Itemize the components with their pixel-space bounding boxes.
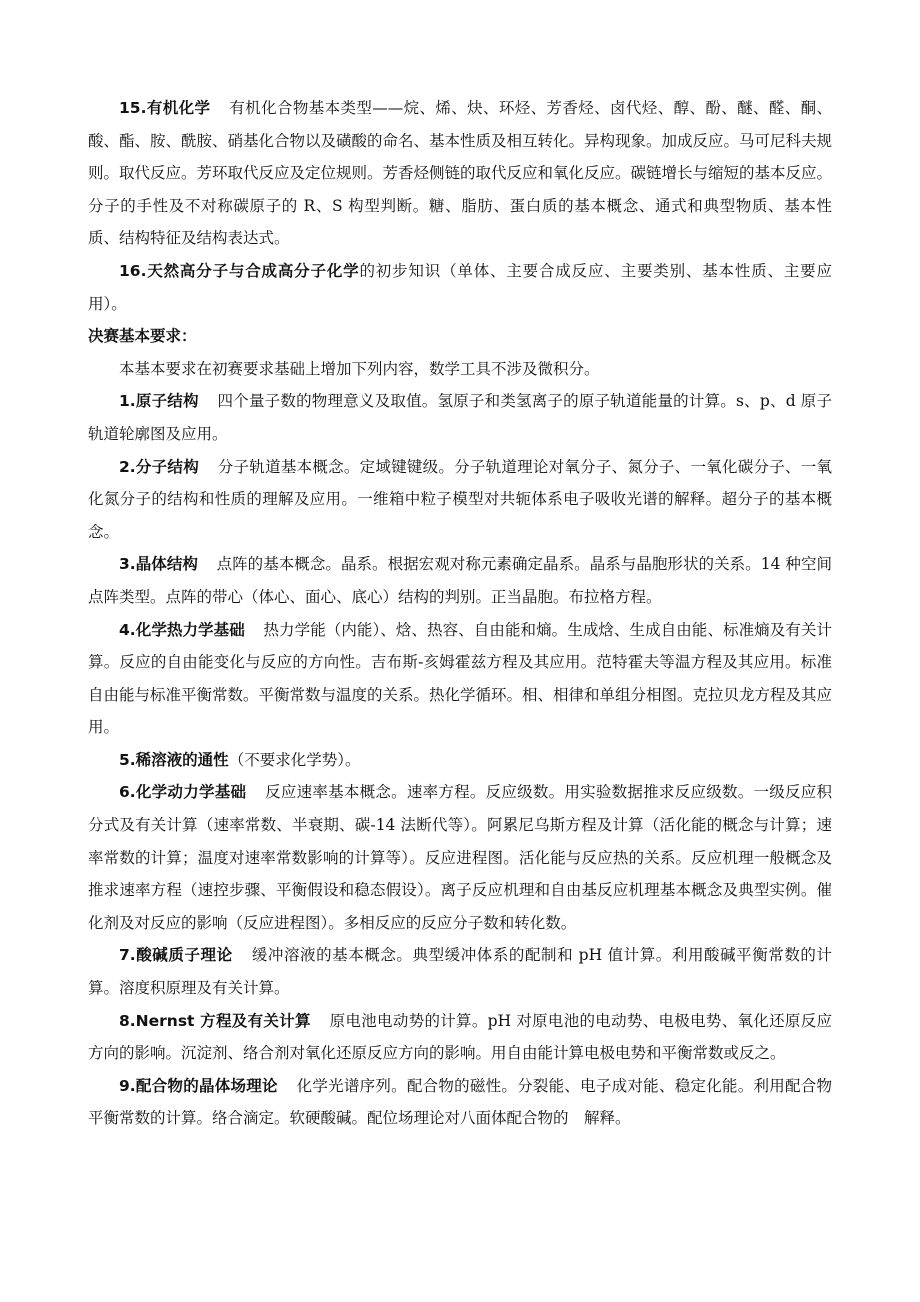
section-body: 点阵的基本概念。晶系。根据宏观对称元素确定晶系。晶系与晶胞形状的关系。14 种空间点阵类型。点阵的带心（体心、面心、底心）结构的判别。正当晶胞。布拉格方程。 [88, 555, 832, 606]
section-heading: 6.化学动力学基础 [119, 783, 247, 802]
section-crystal-structure [88, 548, 832, 613]
final-requirements-title: 决赛基本要求： [88, 327, 197, 346]
section-polymer-chemistry [88, 255, 832, 320]
section-organic-chemistry [88, 92, 832, 255]
section-body: 原电池电动势的计算。pH 对原电池的电动势、电极电势、氧化还原反应方向的影响。沉淀剂、络合剂对氧化还原反应方向的影响。用自由能计算电极电势和平衡常数或反之。 [88, 1011, 832, 1063]
section-body: 的初步知识（单体、主要合成反应、主要类别、基本性质、主要应用）。 [88, 261, 832, 313]
section-body: 化学光谱序列。配合物的磁性。分裂能、电子成对能、稳定化能。利用配合物平衡常数的计算。络合滴定。软硬酸碱。配位场理论对八面体配合物的 解释。 [88, 1076, 832, 1128]
section-body: 四个量子数的物理意义及取值。氢原子和类氢离子的原子轨道能量的计算。s、p、d 原子轨道轮廓图及应用。 [88, 392, 832, 443]
final-intro: 本基本要求在初赛要求基础上增加下列内容，数学工具不涉及微积分。 [119, 359, 600, 378]
section-crystal-field [88, 1070, 832, 1135]
section-acid-base [88, 939, 832, 1004]
section-kinetics [88, 776, 832, 939]
section-heading: 7.酸碱质子理论 [119, 946, 233, 965]
section-thermodynamics [88, 614, 832, 744]
section-molecular-structure [88, 451, 832, 549]
section-body: 有机化合物基本类型——烷、烯、炔、环烃、芳香烃、卤代烃、醇、酚、醚、醛、酮、酸、酯、胺、酰胺、硝基化合物以及磺酸的命名、基本性质及相互转化。异构现象。加成反应。马可尼科夫规则。取代反应。芳环取代反应及定位规则。芳香烃侧链的取代反应和氧化反应。碳链增长与缩短的基本反应。分子的手性及不对称碳原子的 R、S 构型判断。糖、脂肪、蛋白质的基本概念、通式和典型物质、基本性质、结构特征及结构表达式。 [88, 99, 833, 248]
section-body: 反应速率基本概念。速率方程。反应级数。用实验数据推求反应级数。一级反应积分式及有关计算（速率常数、半衰期、碳-14 法断代等）。阿累尼乌斯方程及计算（活化能的概念与计算；速率常数的计算；温度对速率常数影响的计算等）。反应进程图。活化能与反应热的关系。反应机理一般概念及推求速率方程（速控步骤、平衡假设和稳态假设）。离子反应机理和自由基反应机理基本概念及典型实例。催化剂及对反应的影响（反应进程图）。多相反应的反应分子数和转化数。 [88, 783, 832, 932]
section-nernst [88, 1005, 832, 1070]
section-body: 分子轨道基本概念。定域键键级。分子轨道理论对氧分子、氮分子、一氧化碳分子、一氧化氮分子的结构和性质的理解及应用。一维箱中粒子模型对共轭体系电子吸收光谱的解释。超分子的基本概念。 [88, 457, 832, 541]
section-heading: 9.配合物的晶体场理论 [119, 1076, 278, 1095]
section-heading: 1.原子结构 [119, 392, 199, 411]
section-heading: 5.稀溶液的通性 [119, 750, 229, 769]
document-page [88, 92, 832, 1135]
section-body: （不要求化学势）。 [228, 750, 361, 769]
section-atomic-structure [88, 385, 832, 450]
section-heading: 15.有机化学 [119, 99, 211, 117]
section-heading: 3.晶体结构 [119, 555, 198, 574]
section-heading: 2.分子结构 [119, 457, 199, 476]
section-heading: 16.天然高分子与合成高分子化学 [119, 261, 360, 280]
section-body: 缓冲溶液的基本概念。典型缓冲体系的配制和 pH 值计算。利用酸碱平衡常数的计算。溶度积原理及有关计算。 [88, 946, 832, 998]
section-heading: 4.化学热力学基础 [119, 620, 245, 639]
section-body: 热力学能（内能）、焓、热容、自由能和熵。生成焓、生成自由能、标准熵及有关计算。反应的自由能变化与反应的方向性。吉布斯-亥姆霍兹方程及其应用。范特霍夫等温方程及其应用。标准自由能与标准平衡常数。平衡常数与温度的关系。热化学循环。相、相律和单组分相图。克拉贝龙方程及其应用。 [88, 620, 833, 737]
section-dilute-solutions [88, 744, 832, 777]
section-heading: 8.Nernst 方程及有关计算 [119, 1011, 311, 1030]
